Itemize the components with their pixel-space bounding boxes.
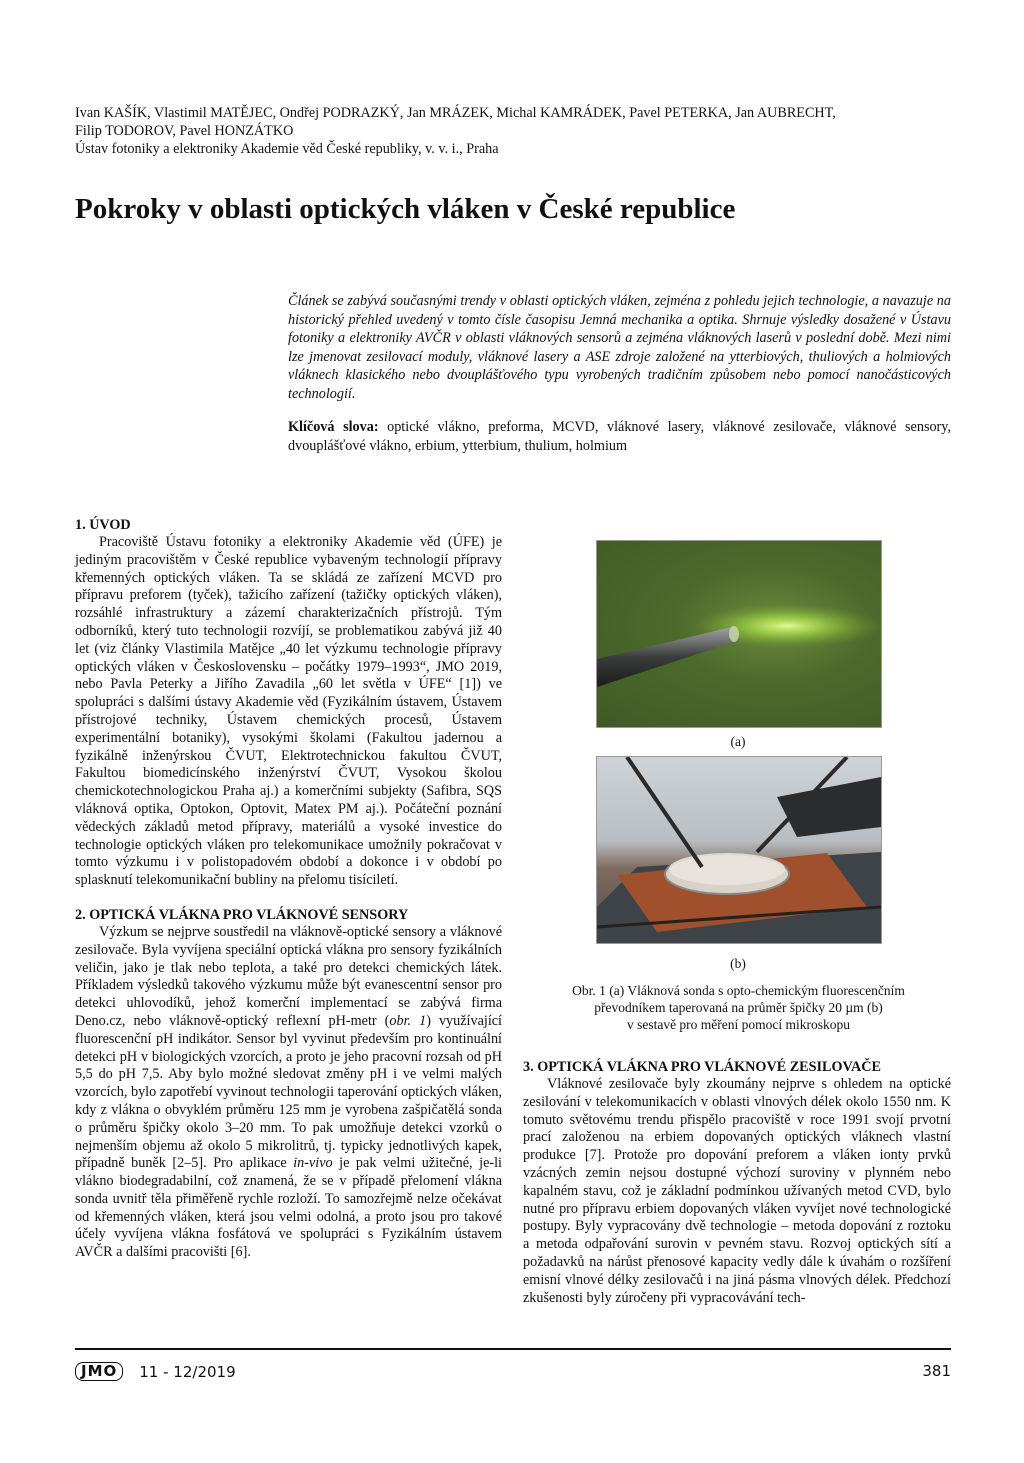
- section-2-text-c: je pak velmi užitečné, je-li vlákno biodegradabilní, což znamená, že se v případě přelomení vlákna sonda uvnitř těla přiměřeně rychle rozloží. To samozřejmě nelze očekávat od křemenných vláken, která jsou velmi odolná, a proto jsou pro takové účely vyvíjena vlákna fosfátová ve spolupráci s Fyzikálním ústavem AVČR a dalšími pracovišti [6].: [75, 1155, 502, 1261]
- caption-line-1: Obr. 1 (a) Vláknová sonda s opto-chemickým fluorescenčním: [572, 983, 905, 998]
- figure-1b-photo: [596, 756, 882, 944]
- section-2-text-a: Výzkum se nejprve soustředil na vláknově-optické sensory a vláknové zesilovače. Byla vyvíjena speciální optická vlákna pro sensory fyzikálních veličin, jako je tlak nebo teplota, a také pro detekci chemických látek. Příkladem výsledků takového výzkumu může být evanescentní sensor pro detekci uhlovodíků, jehož komerční implementací se zabývá firma Deno.cz, nebo vláknově-optický reflexní pH-metr (: [75, 923, 502, 1029]
- footer-left: [75, 1362, 236, 1381]
- figure-1a-photo: [596, 540, 882, 728]
- fiber-probe-image: [597, 541, 881, 727]
- section-2-text: [75, 924, 502, 1262]
- left-column: [75, 516, 502, 1262]
- article-title: Pokroky v oblasti optických vláken v České republice: [75, 193, 736, 225]
- caption-line-3: v sestavě pro měření pomocí mikroskopu: [626, 1017, 851, 1032]
- right-column: [523, 1058, 951, 1307]
- keywords-text: optické vlákno, preforma, MCVD, vláknové lasery, vláknové zesilovače, vláknové sensory, dvouplášťové vlákno, erbium, ytterbium, thulium, holmium: [288, 419, 951, 454]
- page-number: 381: [922, 1362, 951, 1380]
- keywords-label: Klíčová slova:: [288, 419, 379, 435]
- section-1-heading: 1. ÚVOD: [75, 517, 131, 533]
- figure-1a-label: (a): [730, 734, 746, 749]
- authors-line-2: Filip TODOROV, Pavel HONZÁTKO: [75, 123, 294, 139]
- figure-reference: obr. 1: [389, 1012, 427, 1029]
- microscope-setup-image: [597, 757, 881, 943]
- authors-line-1: Ivan KAŠÍK, Vlastimil MATĚJEC, Ondřej PODRAZKÝ, Jan MRÁZEK, Michal KAMRÁDEK, Pavel PETERKA, Jan AUBRECHT,: [75, 105, 836, 121]
- abstract: Článek se zabývá současnými trendy v oblasti optických vláken, zejména z pohledu jejich technologie, a navazuje na historický přehled uvedený v tomto čísle časopisu Jemná mechanika a optika. Shrnuje výsledky dosažené v Ústavu fotoniky a elektroniky AVČR v oblasti vláknových sensorů a zejména vláknových laserů v poslední době. Mezi nimi lze jmenovat zesilovací moduly, vláknové lasery a ASE zdroje založené na ytterbiových, thuliových a holmiových vláknech klasického nebo dvouplášťového typu vyrobených tradičním způsobem nebo pomocí nanočásticových technologií.: [288, 293, 951, 402]
- affiliation: Ústav fotoniky a elektroniky Akademie věd České republiky, v. v. i., Praha: [75, 141, 499, 157]
- section-2-heading: 2. OPTICKÁ VLÁKNA PRO VLÁKNOVÉ SENSORY: [75, 906, 409, 923]
- figure-caption: [526, 982, 951, 1033]
- section-1-text: Pracoviště Ústavu fotoniky a elektroniky Akademie věd (ÚFE) je jediným pracovištěm v České republice vybaveným technologií přípravy křemenných optických vláken. Ta se skládá ze zařízení MCVD pro přípravu preforem (tyček), tažicího zařízení (tažičky optických vláken), rozsáhlé infrastruktury a zázemí charakterizačních přístrojů. Tým odborníků, který tuto technologii rozvíjí, se problematikou zabývá již 40 let (viz články Vlastimila Matějce „40 let výzkumu technologie přípravy optických vláken v Československu – počátky 1979–1993“, JMO 2019, nebo Pavla Peterky a Jiřího Zavadila „60 let světla v ÚFE“ [1]) ve spolupráci s dalšími ústavy Akademie věd (Fyzikálním ústavem, Ústavem přístrojové techniky, Ústavem chemických procesů, Ústavem experimentální botaniky), vysokými školami (Fakultou jadernou a fyzikálně inženýrskou ČVUT, Elektrotechnickou fakultou ČVUT, Fakultou biomedicínského inženýrství ČVUT, Vysokou školou chemickotechnologickou Praha aj.) a komerčními subjekty (Safibra, SQS vláknová optika, Optokon, Optovit, Matex PM aj.). Počáteční poznání vědeckých základů metod přípravy, materiálů a vysoké investice do technologie optických vláken pro telekomunikace umožnily pokračovat v tomto výzkumu i v polistopadovém období a dokonce i v období po splasknutí telekomunikační bubliny na přelomu tisíciletí.: [75, 534, 502, 889]
- keywords: [288, 418, 951, 455]
- author-block: [75, 104, 955, 158]
- section-3-heading: 3. OPTICKÁ VLÁKNA PRO VLÁKNOVÉ ZESILOVAČE: [523, 1059, 881, 1075]
- in-vivo-term: in-vivo: [293, 1155, 333, 1172]
- footer-divider: [75, 1348, 951, 1350]
- jmo-logo: JMO: [75, 1362, 123, 1381]
- section-3-text: Vláknové zesilovače byly zkoumány nejprve s ohledem na optické zesilování v telekomunikacích v oblasti vlnových délek okolo 1550 nm. K tomuto světovému trendu přispělo pracoviště v roce 1991 svojí prvotní prací založenou na erbiem dopovaných optických vláknech vlastní produkce [7]. Protože pro dopování preforem a vláken ionty prvků vzácných zemin nejsou dostupné výchozí suroviny v plynném nebo kapalném stavu, což je základní podmínkou užívaných metod CVD, bylo nutné pro přípravu erbiem dopovaných vláken vyvíjet nové technologické postupy. Byly vypracovány dvě technologie – metoda dopování z roztoku a metoda odpařování surovin v pevném stavu. Rozvoj optických sítí a požadavků na nárůst přenosové kapacity vedly dále k úvahám o rozšíření emisní vlnové délky zesilovačů i na jiná pásma vlnových délek. Předchozí zkušenosti byly zúročeny při vypracovávání tech-: [523, 1076, 951, 1306]
- figure-1b-label: (b): [730, 956, 746, 971]
- caption-line-2: převodníkem taperovaná na průměr špičky 20 µm (b): [594, 1000, 883, 1015]
- section-2-text-b: ) využívající fluorescenční pH indikátor. Sensor byl vyvinut především pro kontinuální detekci pH v biologických vzorcích, a proto je jeho pracovní rozsah od pH 5,5 do pH 7,5. Aby bylo možné sledovat změny pH i ve velmi malých vzorcích, bylo zapotřebí vyvinout technologii taperování optických vláken, kdy z vlákna o obvyklém průměru 125 mm je vyrobena zašpičatělá sonda o průměru špičky okolo 3–20 mm. To pak umožňuje detekci vzorků o nejmenším objemu až okolo 5 mikrolitrů, tj. typicky jednotlivých kapek, případně buněk [2–5]. Pro aplikace: [75, 1012, 502, 1172]
- issue-number: 11 - 12/2019: [139, 1362, 236, 1381]
